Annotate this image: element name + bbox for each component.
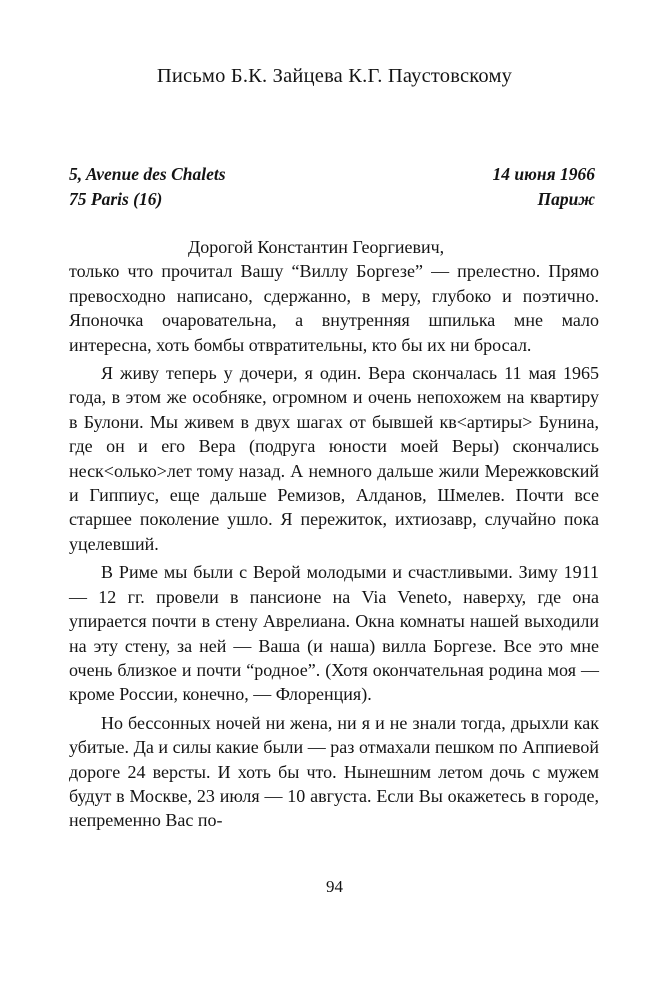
- letter-paragraph-1: только что прочитал Вашу “Виллу Боргезе” — прелестно. Прямо превосходно написано, сдержанно, в меру, глубоко и поэтично. Японочка очаровательна, а внутренняя шпилька мне мало интересна, хоть бомбы отвратительны, кто бы их ни бросал.: [69, 261, 599, 355]
- address-line-2: 75 Paris (16): [69, 189, 163, 209]
- letterhead: [69, 162, 595, 212]
- letter-paragraph-3: В Риме мы были с Верой молодыми и счастливыми. Зиму 1911 — 12 гг. провели в пансионе на Via Veneto, наверху, где она упирается почти в стену Аврелиана. Окна комнаты нашей выходили на эту стену, за ней — Ваша (и наша) вилла Боргезе. Все это мне очень близкое и почти “родное”. (Хотя окончательная родина моя — кроме России, конечно, — Флоренция).: [69, 562, 599, 705]
- letterhead-row-2: [69, 187, 595, 212]
- letter-place: Париж: [537, 189, 595, 209]
- letter-paragraph-2: Я живу теперь у дочери, я один. Вера скончалась 11 мая 1965 года, в этом же особняке, огромном и очень непохожем на квартиру в Булони. Мы живем в двух шагах от бывшей кв<артиры> Бунина, где он и его Вера (подруга юности моей Веры) скончались неск<олько>лет тому назад. А немного дальше жили Мережковский и Гиппиус, еще дальше Ремизов, Алданов, Шмелев. Почти все старшее поколение ушло. Я пережиток, ихтиозавр, случайно пока уцелевший.: [69, 363, 599, 554]
- letter-salutation: Дорогой Константин Георгиевич,: [188, 237, 445, 257]
- letterhead-row-1: [69, 162, 595, 187]
- letter-date: 14 июня 1966: [492, 164, 595, 184]
- page-title: Письмо Б.К. Зайцева К.Г. Паустовскому: [156, 65, 513, 87]
- letter-paragraph-4: Но бессонных ночей ни жена, ни я и не знали тогда, дрыхли как убитые. Да и силы какие были — раз отмахали пешком по Аппиевой дороге 24 версты. И хоть бы что. Нынешним летом дочь с мужем будут в Москве, 23 июля — 10 августа. Если Вы окажетесь в городе, непременно Вас по-: [69, 712, 599, 831]
- page-number: 94: [326, 877, 343, 896]
- letter-body: [69, 235, 599, 833]
- address-line-1: 5, Avenue des Chalets: [69, 164, 226, 184]
